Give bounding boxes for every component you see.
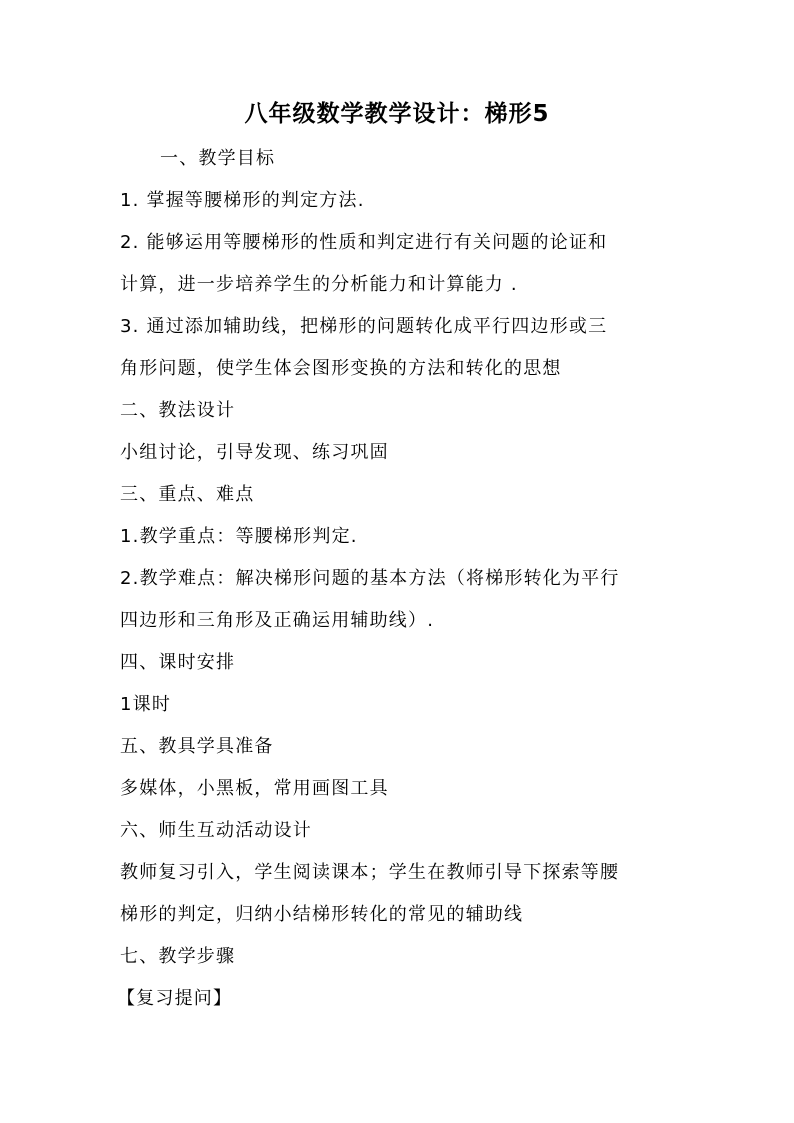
section-heading-teaching-aids: 五、教具学具准备 <box>120 736 274 757</box>
goal-item-2-line-1: 2. 能够运用等腰梯形的性质和判定进行有关问题的论证和 <box>120 232 608 253</box>
section-heading-teaching-steps: 七、教学步骤 <box>120 946 236 967</box>
section-heading-teaching-goals: 一、教学目标 <box>160 148 276 169</box>
goal-item-2-line-2: 计算，进一步培养学生的分析能力和计算能力 . <box>120 274 518 295</box>
goal-item-3-line-2: 角形问题，使学生体会图形变换的方法和转化的思想 <box>120 358 562 379</box>
subsection-heading-review-questions: 【复习提问】 <box>117 988 233 1009</box>
goal-item-3-line-1: 3. 通过添加辅助线，把梯形的问题转化成平行四边形或三 <box>120 316 608 337</box>
interaction-design-line-1: 教师复习引入，学生阅读课本；学生在教师引导下探索等腰 <box>120 862 620 883</box>
class-hours-text: 1课时 <box>120 694 172 715</box>
section-heading-key-difficult-points: 三、重点、难点 <box>120 484 255 505</box>
key-point-item-1: 1.教学重点：等腰梯形判定. <box>120 526 358 547</box>
teaching-aids-text: 多媒体，小黑板，常用画图工具 <box>120 778 389 799</box>
document-title: 八年级数学教学设计：梯形5 <box>244 101 550 127</box>
section-heading-class-hours: 四、课时安排 <box>120 652 236 673</box>
goal-item-1: 1. 掌握等腰梯形的判定方法. <box>120 190 365 211</box>
key-point-item-2-line-2: 四边形和三角形及正确运用辅助线）. <box>120 610 435 631</box>
section-heading-interaction-design: 六、师生互动活动设计 <box>120 820 312 841</box>
interaction-design-line-2: 梯形的判定，归纳小结梯形转化的常见的辅助线 <box>120 904 524 925</box>
key-point-item-2-line-1: 2.教学难点：解决梯形问题的基本方法（将梯形转化为平行 <box>120 568 620 589</box>
section-heading-method-design: 二、教法设计 <box>120 400 236 421</box>
method-design-text: 小组讨论，引导发现、练习巩固 <box>120 442 389 463</box>
